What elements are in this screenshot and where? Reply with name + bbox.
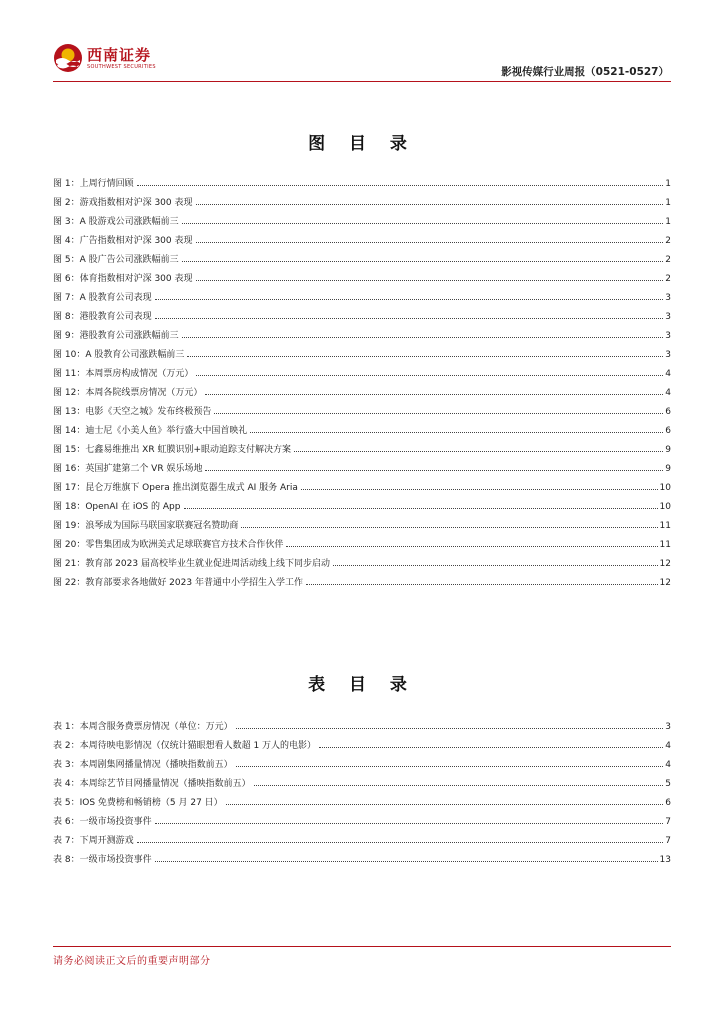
table-toc-list — [53, 713, 671, 865]
figure-toc-entry-page[interactable]: 10 — [659, 502, 671, 512]
table-toc-entry-label[interactable]: 表 2：本周待映电影情况（仅统计猫眼想看人数超 1 万人的电影） — [53, 741, 317, 751]
table-toc-entry-page[interactable]: 5 — [665, 779, 671, 789]
dot-leader — [137, 842, 664, 843]
figure-toc-entry-page[interactable]: 11 — [659, 540, 671, 550]
dot-leader — [196, 375, 663, 376]
table-toc-entry-page[interactable]: 13 — [659, 855, 671, 865]
dot-leader — [294, 451, 663, 452]
table-toc-entry-label[interactable]: 表 3：本周剧集网播量情况（播映指数前五） — [53, 760, 233, 770]
figure-toc-entry-label[interactable]: 图 6：体育指数相对沪深 300 表现 — [53, 274, 193, 284]
figure-toc-entry[interactable] — [53, 398, 671, 417]
figure-toc-entry[interactable] — [53, 455, 671, 474]
figure-toc-entry-page[interactable]: 3 — [665, 293, 671, 303]
figure-toc-entry[interactable] — [53, 189, 671, 208]
dot-leader — [205, 470, 663, 471]
table-toc-title: 表 目 录 — [308, 675, 416, 695]
table-toc-entry[interactable] — [53, 713, 671, 732]
figure-toc-entry-page[interactable]: 6 — [665, 407, 671, 417]
table-toc-entry[interactable] — [53, 732, 671, 751]
footer-divider — [53, 946, 671, 947]
figure-toc-entry[interactable] — [53, 246, 671, 265]
figure-toc-entry[interactable] — [53, 436, 671, 455]
figure-toc-entry-page[interactable]: 4 — [665, 369, 671, 379]
figure-toc-entry-page[interactable]: 3 — [665, 350, 671, 360]
table-toc-entry[interactable] — [53, 751, 671, 770]
figure-toc-entry-label[interactable]: 图 10：A 股教育公司涨跌幅前三 — [53, 350, 185, 360]
figure-toc-entry[interactable] — [53, 474, 671, 493]
figure-toc-entry-label[interactable]: 图 12：本周各院线票房情况（万元） — [53, 388, 203, 398]
figure-toc-list — [53, 170, 671, 588]
figure-toc-entry[interactable] — [53, 265, 671, 284]
dot-leader — [184, 508, 658, 509]
table-toc-entry[interactable] — [53, 808, 671, 827]
figure-toc-entry[interactable] — [53, 493, 671, 512]
dot-leader — [196, 204, 664, 205]
figure-toc-entry-label[interactable]: 图 5：A 股广告公司涨跌幅前三 — [53, 255, 179, 265]
table-toc-entry-page[interactable]: 7 — [665, 836, 671, 846]
figure-toc-entry-label[interactable]: 图 15：七鑫易维推出 XR 虹膜识别+眼动追踪支付解决方案 — [53, 445, 291, 455]
table-toc-entry-page[interactable]: 7 — [665, 817, 671, 827]
figure-toc-entry-page[interactable]: 1 — [665, 179, 671, 189]
table-toc-entry-page[interactable]: 4 — [665, 741, 671, 751]
figure-toc-entry-page[interactable]: 9 — [665, 445, 671, 455]
figure-toc-entry[interactable] — [53, 360, 671, 379]
figure-toc-entry-label[interactable]: 图 13：电影《天空之城》发布终极预告 — [53, 407, 212, 417]
dot-leader — [241, 527, 657, 528]
dot-leader — [301, 489, 658, 490]
figure-toc-entry-label[interactable]: 图 2：游戏指数相对沪深 300 表现 — [53, 198, 193, 208]
figure-toc-entry[interactable] — [53, 170, 671, 189]
dot-leader — [155, 823, 664, 824]
table-toc-entry-label[interactable]: 表 5：IOS 免费榜和畅销榜（5 月 27 日） — [53, 798, 223, 808]
figure-toc-title: 图 目 录 — [308, 134, 416, 154]
figure-toc-entry[interactable] — [53, 341, 671, 360]
dot-leader — [196, 242, 664, 243]
figure-toc-entry[interactable] — [53, 512, 671, 531]
dot-leader — [182, 337, 664, 338]
dot-leader — [319, 747, 663, 748]
figure-toc-entry[interactable] — [53, 417, 671, 436]
logo-english-name: SOUTHWEST SECURITIES — [87, 64, 156, 70]
figure-toc-entry-page[interactable]: 9 — [665, 464, 671, 474]
dot-leader — [205, 394, 663, 395]
figure-toc-entry[interactable] — [53, 284, 671, 303]
dot-leader — [187, 356, 663, 357]
dot-leader — [155, 299, 664, 300]
figure-toc-entry-page[interactable]: 4 — [665, 388, 671, 398]
figure-toc-entry-label[interactable]: 图 9：港股教育公司涨跌幅前三 — [53, 331, 179, 341]
dot-leader — [306, 584, 658, 585]
figure-toc-entry[interactable] — [53, 322, 671, 341]
figure-toc-entry-page[interactable]: 2 — [665, 236, 671, 246]
dot-leader — [250, 432, 663, 433]
table-toc-entry-page[interactable]: 4 — [665, 760, 671, 770]
figure-toc-entry-page[interactable]: 3 — [665, 312, 671, 322]
figure-toc-entry-page[interactable]: 11 — [659, 521, 671, 531]
figure-toc-entry-label[interactable]: 图 19：浪琴成为国际马联国家联赛冠名赞助商 — [53, 521, 239, 531]
table-toc-entry-label[interactable]: 表 1：本周含服务费票房情况（单位：万元） — [53, 722, 233, 732]
figure-toc-entry-label[interactable]: 图 4：广告指数相对沪深 300 表现 — [53, 236, 193, 246]
table-toc-entry-label[interactable]: 表 6：一级市场投资事件 — [53, 817, 152, 827]
dot-leader — [155, 318, 664, 319]
table-toc-entry-page[interactable]: 6 — [665, 798, 671, 808]
dot-leader — [155, 861, 658, 862]
figure-toc-entry-label[interactable]: 图 8：港股教育公司表现 — [53, 312, 152, 322]
footer-disclaimer: 请务必阅读正文后的重要声明部分 — [53, 956, 211, 967]
figure-toc-entry[interactable] — [53, 531, 671, 550]
figure-toc-entry[interactable] — [53, 569, 671, 588]
logo-chinese-name: 西南证券 — [87, 46, 152, 64]
figure-toc-entry-label[interactable]: 图 17：昆仑万维旗下 Opera 推出浏览器生成式 AI 服务 Aria — [53, 483, 298, 493]
dot-leader — [182, 223, 664, 224]
dot-leader — [214, 413, 663, 414]
dot-leader — [196, 280, 664, 281]
table-toc-entry[interactable] — [53, 846, 671, 865]
figure-toc-entry-label[interactable]: 图 20：零售集团成为欧洲美式足球联赛官方技术合作伙伴 — [53, 540, 284, 550]
figure-toc-entry-label[interactable]: 图 21：教育部 2023 届高校毕业生就业促进周活动线上线下同步启动 — [53, 559, 330, 569]
figure-toc-entry[interactable] — [53, 550, 671, 569]
figure-toc-entry[interactable] — [53, 227, 671, 246]
figure-toc-entry-page[interactable]: 3 — [665, 331, 671, 341]
figure-toc-entry-label[interactable]: 图 22：教育部要求各地做好 2023 年普通中小学招生入学工作 — [53, 578, 303, 588]
brand-logo — [53, 43, 173, 77]
figure-toc-entry-label[interactable]: 图 11：本周票房构成情况（万元） — [53, 369, 194, 379]
figure-toc-entry-page[interactable]: 1 — [665, 198, 671, 208]
figure-toc-entry-label[interactable]: 图 14：迪士尼《小美人鱼》举行盛大中国首映礼 — [53, 426, 248, 436]
figure-toc-entry-label[interactable]: 图 1：上周行情回顾 — [53, 179, 134, 189]
figure-toc-entry-page[interactable]: 12 — [659, 559, 671, 569]
figure-toc-entry-label[interactable]: 图 18：OpenAI 在 iOS 的 App — [53, 502, 181, 512]
table-toc-entry-label[interactable]: 表 7：下周开测游戏 — [53, 836, 134, 846]
sun-wave-logo-icon — [53, 43, 83, 73]
dot-leader — [254, 785, 664, 786]
figure-toc-entry-label[interactable]: 图 16：英国扩建第二个 VR 娱乐场地 — [53, 464, 203, 474]
dot-leader — [137, 185, 664, 186]
figure-toc-entry-page[interactable]: 12 — [659, 578, 671, 588]
dot-leader — [226, 804, 664, 805]
dot-leader — [182, 261, 664, 262]
figure-toc-entry-page[interactable]: 6 — [665, 426, 671, 436]
dot-leader — [236, 766, 664, 767]
table-toc-entry[interactable] — [53, 770, 671, 789]
dot-leader — [333, 565, 658, 566]
dot-leader — [236, 728, 664, 729]
figure-toc-entry-page[interactable]: 10 — [659, 483, 671, 493]
figure-toc-entry-label[interactable]: 图 3：A 股游戏公司涨跌幅前三 — [53, 217, 179, 227]
figure-toc-entry-page[interactable]: 2 — [665, 274, 671, 284]
dot-leader — [286, 546, 657, 547]
table-toc-entry-label[interactable]: 表 4：本周综艺节目网播量情况（播映指数前五） — [53, 779, 251, 789]
figure-toc-entry[interactable] — [53, 303, 671, 322]
figure-toc-entry-label[interactable]: 图 7：A 股教育公司表现 — [53, 293, 152, 303]
table-toc-entry-label[interactable]: 表 8：一级市场投资事件 — [53, 855, 152, 865]
table-toc-entry[interactable] — [53, 789, 671, 808]
table-toc-entry[interactable] — [53, 827, 671, 846]
figure-toc-entry-page[interactable]: 1 — [665, 217, 671, 227]
figure-toc-entry-page[interactable]: 2 — [665, 255, 671, 265]
figure-toc-entry[interactable] — [53, 208, 671, 227]
report-title: 影视传媒行业周报（0521-0527） — [501, 66, 669, 78]
table-toc-entry-page[interactable]: 3 — [665, 722, 671, 732]
figure-toc-entry[interactable] — [53, 379, 671, 398]
header-divider — [53, 81, 671, 82]
